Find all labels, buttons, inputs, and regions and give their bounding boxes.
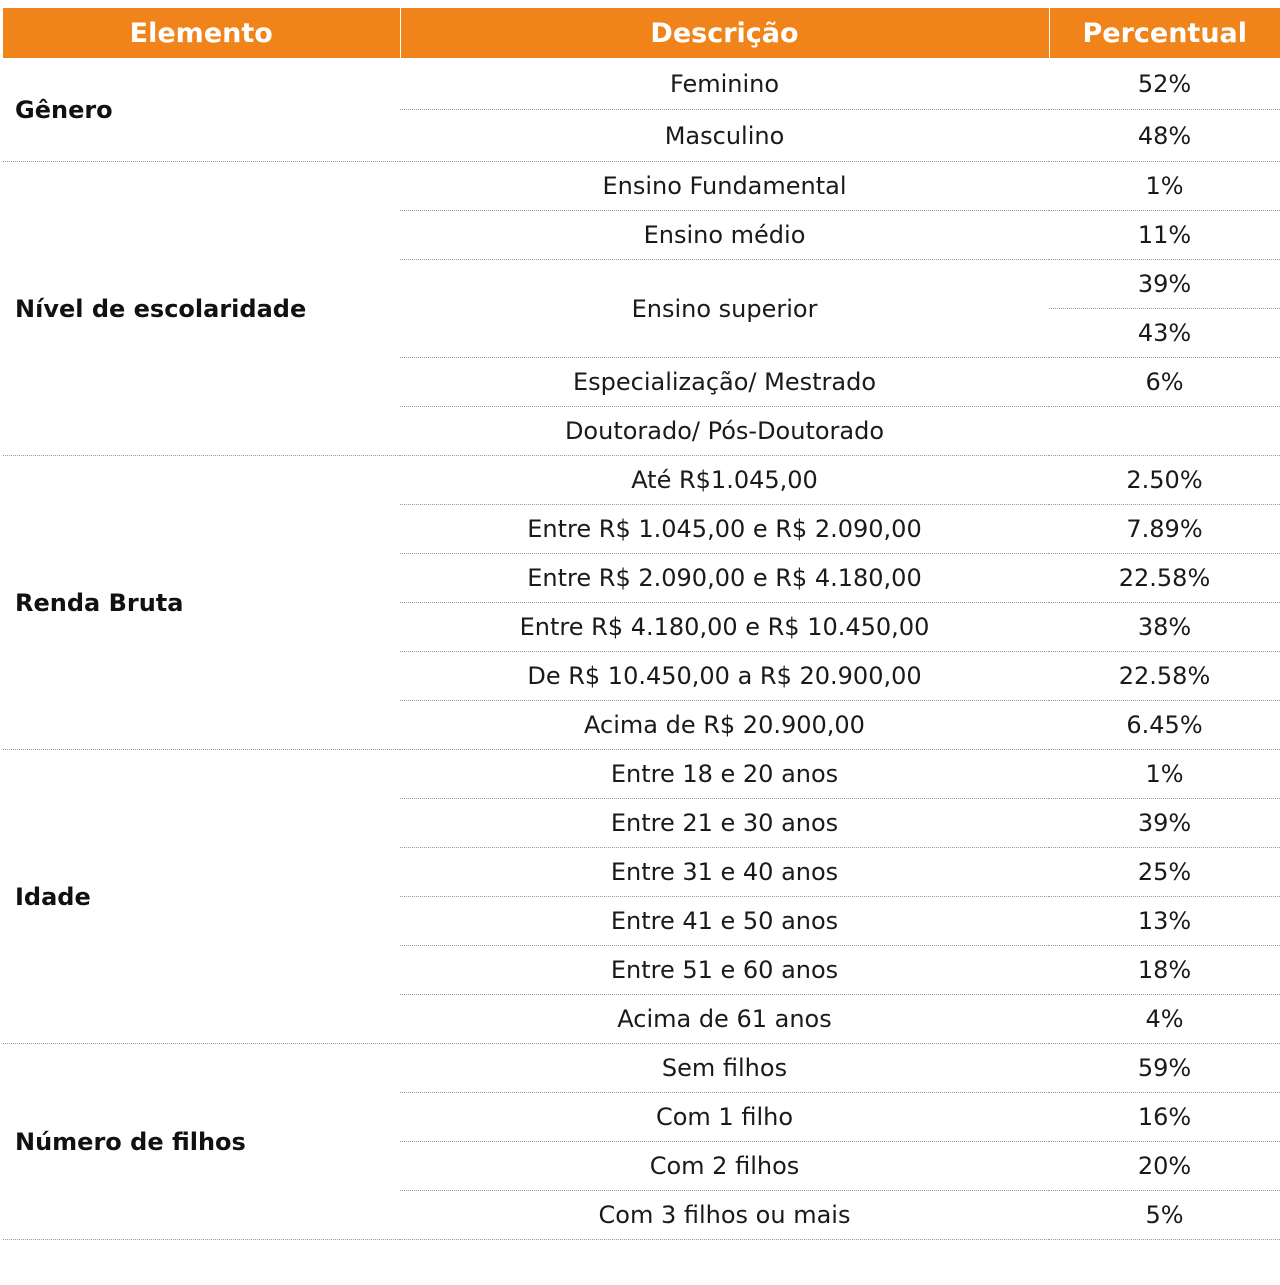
row-description: Acima de 61 anos	[400, 995, 1049, 1044]
row-description: Entre 41 e 50 anos	[400, 897, 1049, 946]
row-percent: 6.45%	[1049, 701, 1280, 750]
table-row	[3, 162, 1280, 211]
row-percent: 18%	[1049, 946, 1280, 995]
row-percent: 1%	[1049, 750, 1280, 799]
row-description: Feminino	[400, 58, 1049, 110]
header-element: Elemento	[3, 8, 400, 58]
row-description: Entre R$ 4.180,00 e R$ 10.450,00	[400, 603, 1049, 652]
row-percent: 11%	[1049, 211, 1280, 260]
row-percent: 7.89%	[1049, 505, 1280, 554]
row-percent: 25%	[1049, 848, 1280, 897]
table-header	[3, 8, 1280, 58]
row-description: De R$ 10.450,00 a R$ 20.900,00	[400, 652, 1049, 701]
row-percent: 20%	[1049, 1142, 1280, 1191]
row-percent: 22.58%	[1049, 554, 1280, 603]
row-description: Entre 21 e 30 anos	[400, 799, 1049, 848]
row-description: Entre 51 e 60 anos	[400, 946, 1049, 995]
row-description: Com 1 filho	[400, 1093, 1049, 1142]
row-percent: 2.50%	[1049, 456, 1280, 505]
group-label-genero: Gênero	[3, 58, 400, 162]
row-description: Ensino superior	[400, 260, 1049, 358]
row-description: Entre R$ 1.045,00 e R$ 2.090,00	[400, 505, 1049, 554]
group-label-escolaridade: Nível de escolaridade	[3, 162, 400, 456]
row-percent: 39%	[1049, 260, 1280, 309]
row-percent: 22.58%	[1049, 652, 1280, 701]
row-percent: 13%	[1049, 897, 1280, 946]
row-description: Com 2 filhos	[400, 1142, 1049, 1191]
row-description: Entre 18 e 20 anos	[400, 750, 1049, 799]
row-description: Doutorado/ Pós-Doutorado	[400, 407, 1049, 456]
row-percent: 5%	[1049, 1191, 1280, 1240]
table-row	[3, 58, 1280, 110]
table-body	[3, 58, 1280, 1240]
row-percent: 1%	[1049, 162, 1280, 211]
table-row	[3, 456, 1280, 505]
table-row	[3, 750, 1280, 799]
row-percent: 38%	[1049, 603, 1280, 652]
header-description: Descrição	[400, 8, 1049, 58]
group-label-renda: Renda Bruta	[3, 456, 400, 750]
header-percent: Percentual	[1049, 8, 1280, 58]
row-percent: 59%	[1049, 1044, 1280, 1093]
row-percent: 6%	[1049, 358, 1280, 407]
row-percent: 16%	[1049, 1093, 1280, 1142]
header-row	[3, 8, 1280, 58]
group-label-filhos: Número de filhos	[3, 1044, 400, 1240]
row-description: Sem filhos	[400, 1044, 1049, 1093]
row-percent: 48%	[1049, 110, 1280, 162]
row-percent: 39%	[1049, 799, 1280, 848]
row-description: Entre R$ 2.090,00 e R$ 4.180,00	[400, 554, 1049, 603]
demographics-table	[3, 8, 1280, 1240]
row-description: Masculino	[400, 110, 1049, 162]
group-label-idade: Idade	[3, 750, 400, 1044]
row-description: Especialização/ Mestrado	[400, 358, 1049, 407]
row-percent: 52%	[1049, 58, 1280, 110]
row-description: Até R$1.045,00	[400, 456, 1049, 505]
row-description: Ensino médio	[400, 211, 1049, 260]
row-percent: 43%	[1049, 309, 1280, 358]
row-description: Com 3 filhos ou mais	[400, 1191, 1049, 1240]
row-description: Acima de R$ 20.900,00	[400, 701, 1049, 750]
table-row	[3, 1044, 1280, 1093]
row-description: Entre 31 e 40 anos	[400, 848, 1049, 897]
row-description: Ensino Fundamental	[400, 162, 1049, 211]
row-percent	[1049, 407, 1280, 456]
row-percent: 4%	[1049, 995, 1280, 1044]
